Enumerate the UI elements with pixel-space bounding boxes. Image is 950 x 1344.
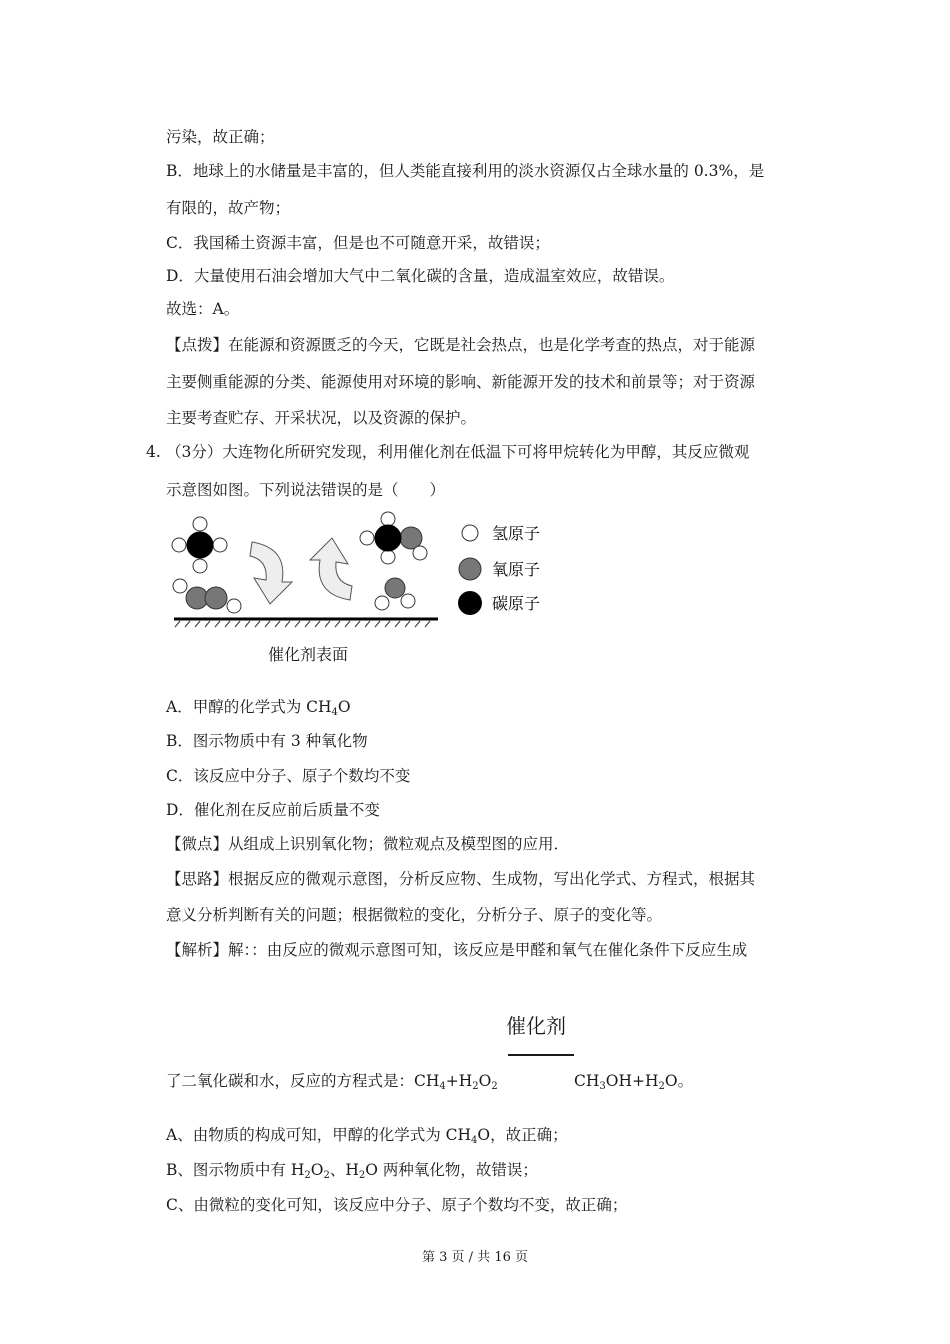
legend-label-hydrogen: 氢原子 xyxy=(492,524,541,543)
text-line: B．地球上的水储量是丰富的，但人类能直接利用的淡水资源仅占全球水量的 0.3%，是 xyxy=(166,162,765,180)
question-text: （3分）大连物化所研究发现，利用催化剂在低温下可将甲烷转化为甲醇，其反应微观 xyxy=(166,443,750,461)
legend-label-carbon: 碳原子 xyxy=(492,594,541,613)
option-b: B．图示物质中有 3 种氧化物 xyxy=(166,732,368,750)
arrow-up-icon xyxy=(310,538,352,600)
page-footer: 第 3 页 / 共 16 页 xyxy=(422,1250,528,1265)
peroxide-molecule xyxy=(173,579,241,613)
reaction-diagram xyxy=(170,508,570,668)
reaction-arrow xyxy=(508,1054,574,1056)
methane-molecule xyxy=(172,517,227,573)
carbon-legend-icon xyxy=(458,591,482,615)
text-line: 故选：A。 xyxy=(166,300,240,318)
micro-point: 【微点】从组成上识别氧化物；微粒观点及模型图的应用． xyxy=(166,835,570,853)
figure-caption: 催化剂表面 xyxy=(268,645,349,664)
reaction-diagram-svg xyxy=(170,508,570,668)
thinking-line: 意义分析判断有关的问题；根据微粒的变化，分析分子、原子的变化等。 xyxy=(166,906,663,924)
answer-a: A、由物质的构成可知，甲醇的化学式为 $CH_4O$，故正确； xyxy=(166,1126,568,1146)
question-number: 4. xyxy=(146,443,161,461)
text-line: 有限的，故产物； xyxy=(166,199,291,217)
water-molecule xyxy=(375,578,415,610)
text-line: 污染，故正确； xyxy=(166,128,275,146)
text-line: 【点拨】在能源和资源匮乏的今天，它既是社会热点，也是化学考查的热点，对于能源 xyxy=(166,336,756,354)
legend-label-oxygen: 氧原子 xyxy=(492,560,541,579)
text-line: 主要考查贮存、开采状况，以及资源的保护。 xyxy=(166,409,477,427)
option-d: D．催化剂在反应前后质量不变 xyxy=(166,801,380,819)
arrow-down-icon xyxy=(250,542,292,604)
question-text: 示意图如图。下列说法错误的是（ ） xyxy=(166,481,446,499)
hydrogen-legend-icon xyxy=(462,525,478,541)
surface-hatching xyxy=(175,621,430,627)
answer-b: B、图示物质中有 $H_2O_2$、$H_2O$ 两种氧化物，故错误； xyxy=(166,1161,538,1181)
text-line: C．我国稀土资源丰富，但是也不可随意开采，故错误； xyxy=(166,234,550,252)
equation-products: $CH_3OH+H_2O$。 xyxy=(574,1072,694,1092)
option-a: A．甲醇的化学式为 $CH_4O$ xyxy=(166,698,351,718)
oxygen-legend-icon xyxy=(459,558,481,580)
methanol-molecule xyxy=(360,512,427,564)
solution-line: 【解析】解：：由反应的微观示意图可知，该反应是甲醛和氧气在催化条件下反应生成 xyxy=(166,941,748,959)
option-c: C．该反应中分子、原子个数均不变 xyxy=(166,767,411,785)
answer-c: C、由微粒的变化可知，该反应中分子、原子个数均不变，故正确； xyxy=(166,1196,628,1214)
text-line: D．大量使用石油会增加大气中二氧化碳的含量，造成温室效应，故错误。 xyxy=(166,267,675,285)
equation-line: 了二氧化碳和水，反应的方程式是：$CH_4+H_2O_2$ xyxy=(166,1072,498,1092)
catalyst-label: 催化剂 xyxy=(506,1014,566,1038)
thinking-line: 【思路】根据反应的微观示意图，分析反应物、生成物，写出化学式、方程式，根据其 xyxy=(166,870,756,888)
text-line: 主要侧重能源的分类、能源使用对环境的影响、新能源开发的技术和前景等；对于资源 xyxy=(166,373,756,391)
